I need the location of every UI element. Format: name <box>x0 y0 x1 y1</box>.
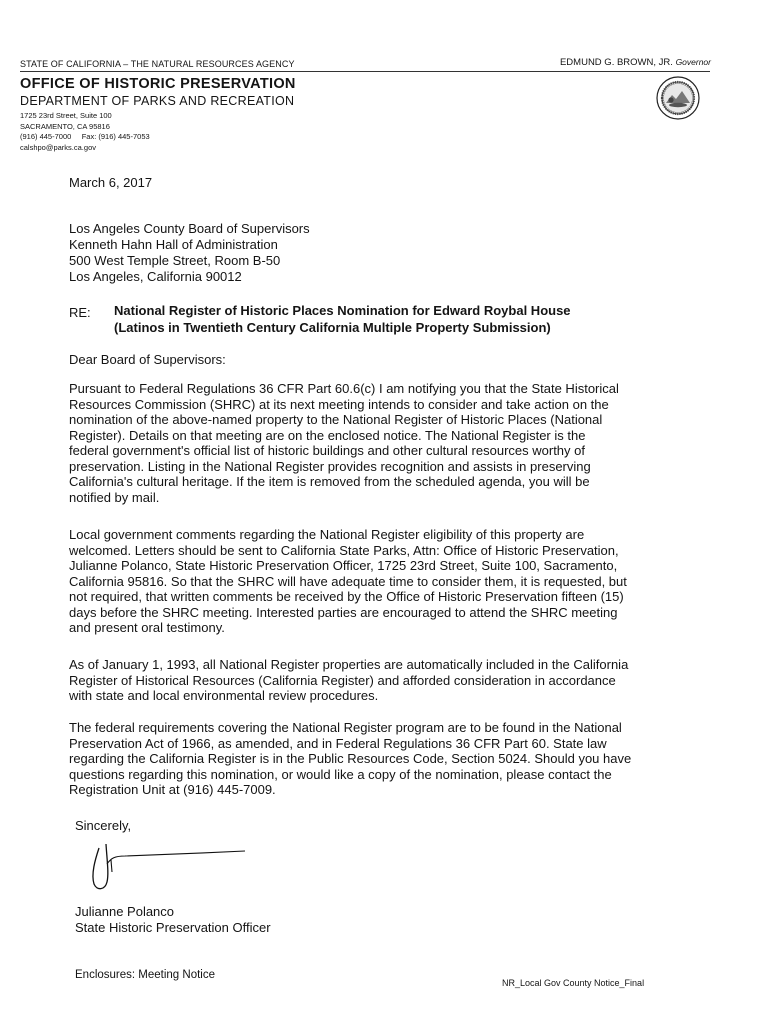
governor-title: Governor <box>675 57 711 67</box>
paragraph-line: regarding the California Register is in the Public Resources Code, Section 5024. Should you have <box>69 751 632 766</box>
paragraph-line: Pursuant to Federal Regulations 36 CFR Part 60.6(c) I am notifying you that the State Historical <box>69 381 619 396</box>
paragraph-line: Registration Unit at (916) 445-7009. <box>69 782 276 797</box>
paragraph-line: Resources Commission (SHRC) at its next meeting intends to consider and take action on the <box>69 396 609 412</box>
body-paragraph-1 <box>69 381 669 505</box>
paragraph-line: not required, that written comments be received by the Office of Historic Preservation fifteen (15) <box>69 589 624 604</box>
paragraph-line: nomination of the above-named property to the National Register of Historic Places (National <box>69 412 603 427</box>
department-name: DEPARTMENT OF PARKS AND RECREATION <box>20 94 295 108</box>
signer-name: Julianne Polanco <box>75 904 175 919</box>
paragraph-line: welcomed. Letters should be sent to California State Parks, Attn: Office of Historic Preservation, <box>69 542 619 558</box>
paragraph-line: preservation. Listing in the National Register provides recognition and assists in preserving <box>69 458 591 474</box>
email-address: calshpo@parks.ca.gov <box>20 142 96 152</box>
re-subject-line: (Latinos in Twentieth Century California Multiple Property Submission) <box>114 320 551 335</box>
re-label: RE: <box>69 305 91 320</box>
re-subject-line: National Register of Historic Places Nomination for Edward Roybal House <box>114 303 571 318</box>
paragraph-line: California's cultural heritage. If the item is removed from the scheduled agenda, you will be <box>69 474 590 489</box>
paragraph-line: days before the SHRC meeting. Interested parties are encouraged to attend the SHRC meeting <box>69 604 618 620</box>
signature-block <box>75 904 271 935</box>
enclosures-note: Enclosures: Meeting Notice <box>75 969 215 981</box>
header-rule <box>20 71 710 72</box>
paragraph-line: Register of Historical Resources (California Register) and afforded consideration in accordance <box>69 672 616 688</box>
paragraph-line: The federal requirements covering the National Register program are to be found in the National <box>69 720 622 735</box>
body-paragraph-3 <box>69 657 669 704</box>
agency-line: STATE OF CALIFORNIA – THE NATURAL RESOURCES AGENCY <box>20 59 295 69</box>
contact-block <box>20 111 150 153</box>
recipient-line: 500 West Temple Street, Room B-50 <box>69 253 281 268</box>
recipient-line: Los Angeles County Board of Supervisors <box>69 221 310 236</box>
phone-fax: (916) 445-7000 Fax: (916) 445-7053 <box>20 132 150 141</box>
salutation: Dear Board of Supervisors: <box>69 352 226 367</box>
paragraph-line: notified by mail. <box>69 489 160 505</box>
re-subject <box>114 302 571 336</box>
closing: Sincerely, <box>75 818 132 833</box>
paragraph-line: Register). Details on that meeting are on the enclosed notice. The National Register is the <box>69 427 586 443</box>
recipient-line: Kenneth Hahn Hall of Administration <box>69 237 278 252</box>
paragraph-line: with state and local environmental review procedures. <box>69 688 379 703</box>
recipient-line: Los Angeles, California 90012 <box>69 269 242 284</box>
letter-date: March 6, 2017 <box>69 175 153 190</box>
paragraph-line: California 95816. So that the SHRC will have adequate time to consider them, it is requested, but <box>69 573 627 589</box>
paragraph-line: and present oral testimony. <box>69 620 225 635</box>
signature-icon <box>85 838 250 896</box>
paragraph-line: Local government comments regarding the National Register eligibility of this property are <box>69 527 585 542</box>
body-paragraph-4 <box>69 720 669 798</box>
footer-filename: NR_Local Gov County Notice_Final <box>502 978 645 988</box>
city-address: SACRAMENTO, CA 95816 <box>20 121 110 131</box>
recipient-address <box>69 221 310 285</box>
paragraph-line: As of January 1, 1993, all National Register properties are automatically included in the California <box>69 657 629 672</box>
paragraph-line: Julianne Polanco, State Historic Preservation Officer, 1725 23rd Street, Suite 100, Sacramento, <box>69 558 618 573</box>
office-name: OFFICE OF HISTORIC PRESERVATION <box>20 76 296 92</box>
governor-name: EDMUND G. BROWN, JR. <box>559 57 673 68</box>
governor-line <box>560 57 711 68</box>
paragraph-line: federal government's official list of historic buildings and other cultural resources worthy of <box>69 443 585 458</box>
signer-title: State Historic Preservation Officer <box>75 919 271 935</box>
paragraph-line: Preservation Act of 1966, as amended, and in Federal Regulations 36 CFR Part 60. State law <box>69 735 607 751</box>
body-paragraph-2 <box>69 527 669 636</box>
state-seal-icon <box>656 76 700 120</box>
street-address: 1725 23rd Street, Suite 100 <box>20 111 112 120</box>
paragraph-line: questions regarding this nomination, or would like a copy of the nomination, please contact the <box>69 766 612 782</box>
